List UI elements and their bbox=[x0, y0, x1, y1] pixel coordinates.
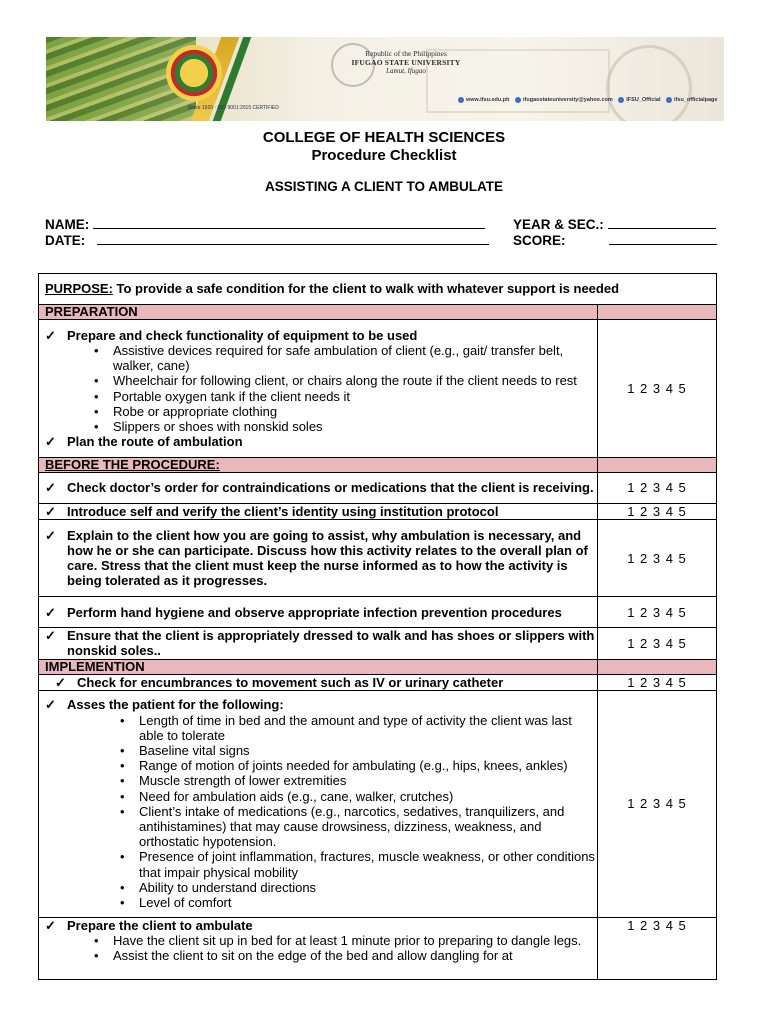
checklist-row: ✓ Explain to the client how you are going to assist, why ambulation is necessary, and how he or she can participate. Discuss how this activity relates to the overall plan of care. Stress that the client must keep the nurse informed as to how the activity is being tolerated as it progresses. 1 2 3 4 5 bbox=[39, 520, 717, 597]
name-line[interactable] bbox=[93, 217, 485, 229]
facebook-icon bbox=[618, 97, 624, 103]
procedure-title: ASSISTING A CLIENT TO AMBULATE bbox=[265, 179, 503, 194]
checkmark-item: ✓ Asses the patient for the following: • Length of time in bed and the amount and type of activity the client was last able to tolerate • Baseline vital signs • Range of motion of joints needed for ambulating (e.g., hips, knees, ankles) • Muscle strength of lower extremities • Need for ambulation aids (e.g., cane, walker, crutches) • Client’s intake of medications (e.g., narcotics, sedatives, tranquilizers, and antihistamines) that may cause drowsiness, dizziness, weakness, and orthostatic hypotension. • Presence of joint inflammation, fractures, muscle weakness, or other conditions that impair physical mobility • Ability to understand directions • Level of comfort bbox=[45, 697, 597, 910]
section-header-before-procedure: BEFORE THE PROCEDURE: bbox=[39, 458, 717, 473]
email-link[interactable]: ifugaostateuniversity@yahoo.com bbox=[515, 97, 613, 103]
rating-scale[interactable]: 1 2 3 4 5 bbox=[598, 597, 717, 628]
checklist-row: ✓ Perform hand hygiene and observe appropriate infection prevention procedures 1 2 3 4 5 bbox=[39, 597, 717, 628]
checklist-row: ✓ Ensure that the client is appropriately dressed to walk and has shoes or slippers with nonskid soles.. 1 2 3 4 5 bbox=[39, 628, 717, 659]
rating-scale[interactable]: 1 2 3 4 5 bbox=[598, 320, 717, 458]
list-item: • Level of comfort bbox=[67, 895, 597, 910]
list-item: • Baseline vital signs bbox=[67, 743, 597, 758]
list-item: • Range of motion of joints needed for ambulating (e.g., hips, knees, ankles) bbox=[67, 758, 597, 773]
checkmark-item: ✓ Prepare the client to ambulate • Have the client sit up in bed for at least 1 minute prior to preparing to dangle legs. • Assist the client to sit on the edge of the bed and allow dangling for at bbox=[45, 918, 597, 964]
list-item: • Client’s intake of medications (e.g., narcotics, sedatives, tranquilizers, and antihistamines) that may cause drowsiness, dizziness, weakness, and orthostatic hypotension. bbox=[67, 804, 597, 850]
score-field[interactable]: SCORE: bbox=[513, 233, 717, 248]
checklist-row bbox=[39, 320, 717, 458]
list-item: • Slippers or shoes with nonskid soles bbox=[67, 419, 597, 434]
rating-scale[interactable]: 1 2 3 4 5 bbox=[598, 473, 717, 504]
list-item: • Muscle strength of lower extremities bbox=[67, 773, 597, 788]
checkmark-item: ✓ Plan the route of ambulation bbox=[45, 434, 597, 449]
website-link[interactable]: www.ifsu.edu.ph bbox=[458, 97, 510, 103]
checklist-row bbox=[39, 690, 717, 917]
instagram-link[interactable]: ifsu_officialpage bbox=[666, 97, 717, 103]
document-title: Procedure Checklist bbox=[311, 147, 457, 164]
list-item: • Ability to understand directions bbox=[67, 880, 597, 895]
rating-scale[interactable]: 1 2 3 4 5 bbox=[598, 674, 717, 690]
score-line[interactable] bbox=[609, 233, 717, 245]
rating-scale[interactable]: 1 2 3 4 5 bbox=[598, 628, 717, 659]
procedure-checklist-table bbox=[38, 273, 717, 980]
centennial-logo bbox=[166, 45, 222, 101]
checklist-row bbox=[39, 917, 717, 979]
name-field[interactable]: NAME: bbox=[45, 217, 485, 232]
rating-scale[interactable]: 1 2 3 4 5 bbox=[598, 690, 717, 917]
list-item: • Portable oxygen tank if the client needs it bbox=[67, 389, 597, 404]
rating-scale[interactable]: 1 2 3 4 5 bbox=[598, 917, 717, 979]
list-item: • Have the client sit up in bed for at least 1 minute prior to preparing to dangle legs. bbox=[67, 933, 597, 948]
list-item: • Need for ambulation aids (e.g., cane, walker, crutches) bbox=[67, 789, 597, 804]
list-item: • Wheelchair for following client, or chairs along the route if the client needs to rest bbox=[67, 373, 597, 388]
year-line[interactable] bbox=[608, 217, 716, 229]
checklist-row: ✓ Introduce self and verify the client’s identity using institution protocol 1 2 3 4 5 bbox=[39, 504, 717, 520]
contact-links bbox=[458, 97, 721, 103]
section-header-preparation: PREPARATION bbox=[39, 305, 717, 320]
rating-scale[interactable]: 1 2 3 4 5 bbox=[598, 520, 717, 597]
list-item: • Assistive devices required for safe ambulation of client (e.g., gait/ transfer belt, walker, cane) bbox=[67, 343, 597, 373]
mail-icon bbox=[515, 97, 521, 103]
university-banner bbox=[46, 37, 724, 121]
globe-icon bbox=[458, 97, 464, 103]
list-item: • Presence of joint inflammation, fractures, muscle weakness, or other conditions that impair physical mobility bbox=[67, 849, 597, 879]
list-item: • Length of time in bed and the amount and type of activity the client was last able to tolerate bbox=[67, 713, 597, 743]
iso-certification: Since 1920 · ISO 9001:2015 CERTIFIED bbox=[188, 105, 279, 111]
purpose-row: PURPOSE: To provide a safe condition for the client to walk with whatever support is needed bbox=[39, 274, 717, 305]
university-heading: Republic of the Philippines IFUGAO STATE UNIVERSITY Lamut, Ifugao bbox=[351, 49, 461, 76]
date-line[interactable] bbox=[97, 233, 489, 245]
section-header-implementation: IMPLEMENTION bbox=[39, 659, 717, 674]
facebook-link[interactable]: IFSU_Official bbox=[618, 97, 660, 103]
instagram-icon bbox=[666, 97, 672, 103]
rating-scale[interactable]: 1 2 3 4 5 bbox=[598, 504, 717, 520]
checklist-row: ✓ Check doctor’s order for contraindications or medications that the client is receiving. 1 2 3 4 5 bbox=[39, 473, 717, 504]
list-item: • Assist the client to sit on the edge of the bed and allow dangling for at bbox=[67, 948, 597, 963]
date-field[interactable]: DATE: bbox=[45, 233, 489, 248]
college-title: COLLEGE OF HEALTH SCIENCES bbox=[262, 129, 506, 146]
list-item: • Robe or appropriate clothing bbox=[67, 404, 597, 419]
seal-watermark bbox=[606, 45, 692, 121]
checkmark-item: ✓ Prepare and check functionality of equipment to be used • Assistive devices required for safe ambulation of client (e.g., gait/ transfer belt, walker, cane) • Wheelchair for following client, or chairs along the route if the client needs to rest • Portable oxygen tank if the client needs it • Robe or appropriate clothing • Slippers or shoes with nonskid soles bbox=[45, 328, 597, 434]
year-section-field[interactable]: YEAR & SEC.: bbox=[513, 217, 716, 232]
checklist-row: ✓ Check for encumbrances to movement such as IV or urinary catheter 1 2 3 4 5 bbox=[39, 674, 717, 690]
